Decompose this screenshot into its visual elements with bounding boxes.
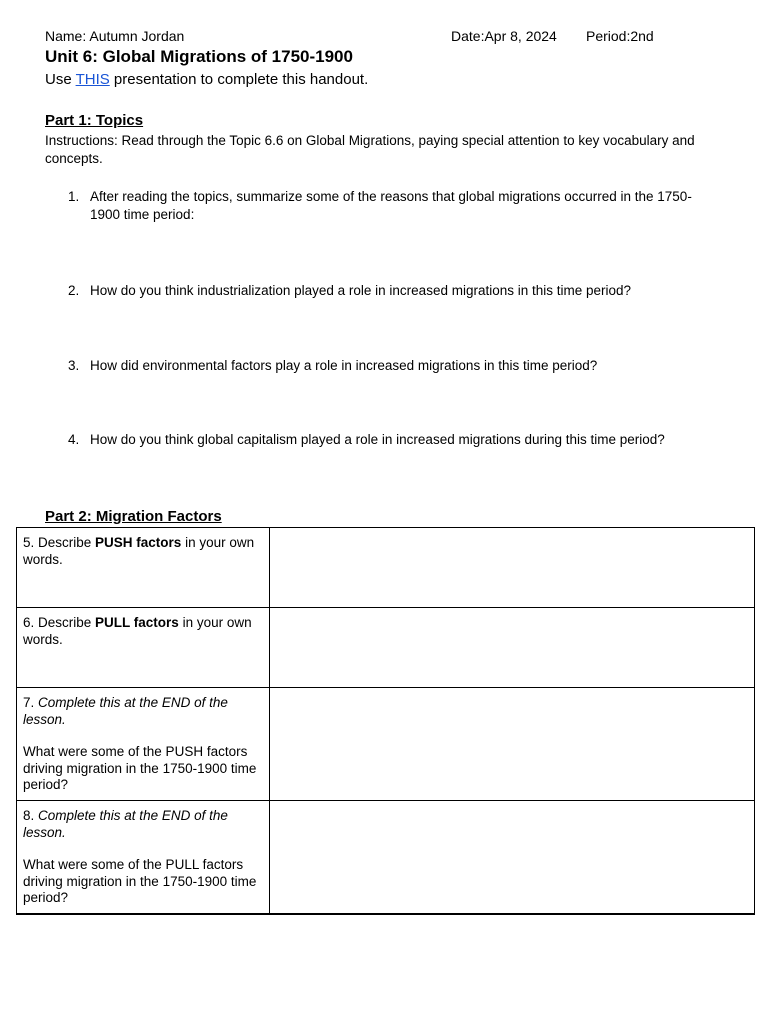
question-number: 1. [68, 189, 80, 204]
prompt-suffix: in your own words. [23, 615, 252, 647]
answer-cell[interactable] [270, 688, 755, 801]
intro-line [45, 71, 368, 88]
part1-instructions: Instructions: Read through the Topic 6.6 on Global Migrations, paying special attention to key vocabulary and concepts. [45, 133, 695, 166]
prompt-cell [17, 688, 270, 801]
intro-prefix: Use [45, 71, 76, 88]
prompt-keyword: PULL factors [95, 615, 179, 630]
question-number: 4. [68, 432, 80, 447]
table-row [17, 528, 755, 608]
prompt-prefix: 6. Describe [23, 615, 96, 630]
document-title: Unit 6: Global Migrations of 1750-1900 [45, 47, 353, 66]
prompt-suffix: in your own words. [23, 535, 255, 567]
table-row [17, 608, 755, 688]
table-row [17, 801, 755, 915]
prompt-number: 7. [23, 695, 39, 710]
period-field: Period:2nd [586, 28, 654, 44]
answer-cell[interactable] [270, 608, 755, 688]
migration-factors-table [16, 527, 755, 915]
prompt-number: 8. [23, 808, 39, 823]
prompt-cell [17, 528, 270, 608]
prompt-note: Complete this at the END of the lesson. [23, 808, 228, 840]
part1-heading: Part 1: Topics [45, 112, 144, 129]
question-text: How did environmental factors play a role in increased migrations in this time period? [90, 358, 598, 373]
question-text: How do you think global capitalism played a role in increased migrations during this time period? [90, 432, 665, 447]
answer-cell[interactable] [270, 801, 755, 915]
prompt-keyword: PUSH factors [95, 535, 182, 550]
prompt-cell [17, 608, 270, 688]
intro-suffix: presentation to complete this handout. [109, 71, 369, 88]
question-text: How do you think industrialization played a role in increased migrations in this time period? [90, 283, 632, 298]
presentation-link[interactable]: THIS [75, 71, 110, 88]
prompt-question: What were some of the PULL factors driving migration in the 1750-1900 time period? [23, 857, 257, 905]
prompt-note: Complete this at the END of the lesson. [23, 695, 228, 727]
prompt-prefix: 5. Describe [23, 535, 96, 550]
prompt-question: What were some of the PUSH factors driving migration in the 1750-1900 time period? [23, 744, 257, 792]
question-number: 3. [68, 358, 80, 373]
student-name: Name: Autumn Jordan [45, 28, 185, 44]
question-text: After reading the topics, summarize some of the reasons that global migrations occurred in the 1750-1900 time period: [90, 189, 692, 222]
prompt-cell [17, 801, 270, 915]
question-number: 2. [68, 283, 80, 298]
table-row [17, 688, 755, 801]
date-field: Date:Apr 8, 2024 [451, 28, 557, 44]
part2-heading: Part 2: Migration Factors [45, 508, 222, 525]
answer-cell[interactable] [270, 528, 755, 608]
